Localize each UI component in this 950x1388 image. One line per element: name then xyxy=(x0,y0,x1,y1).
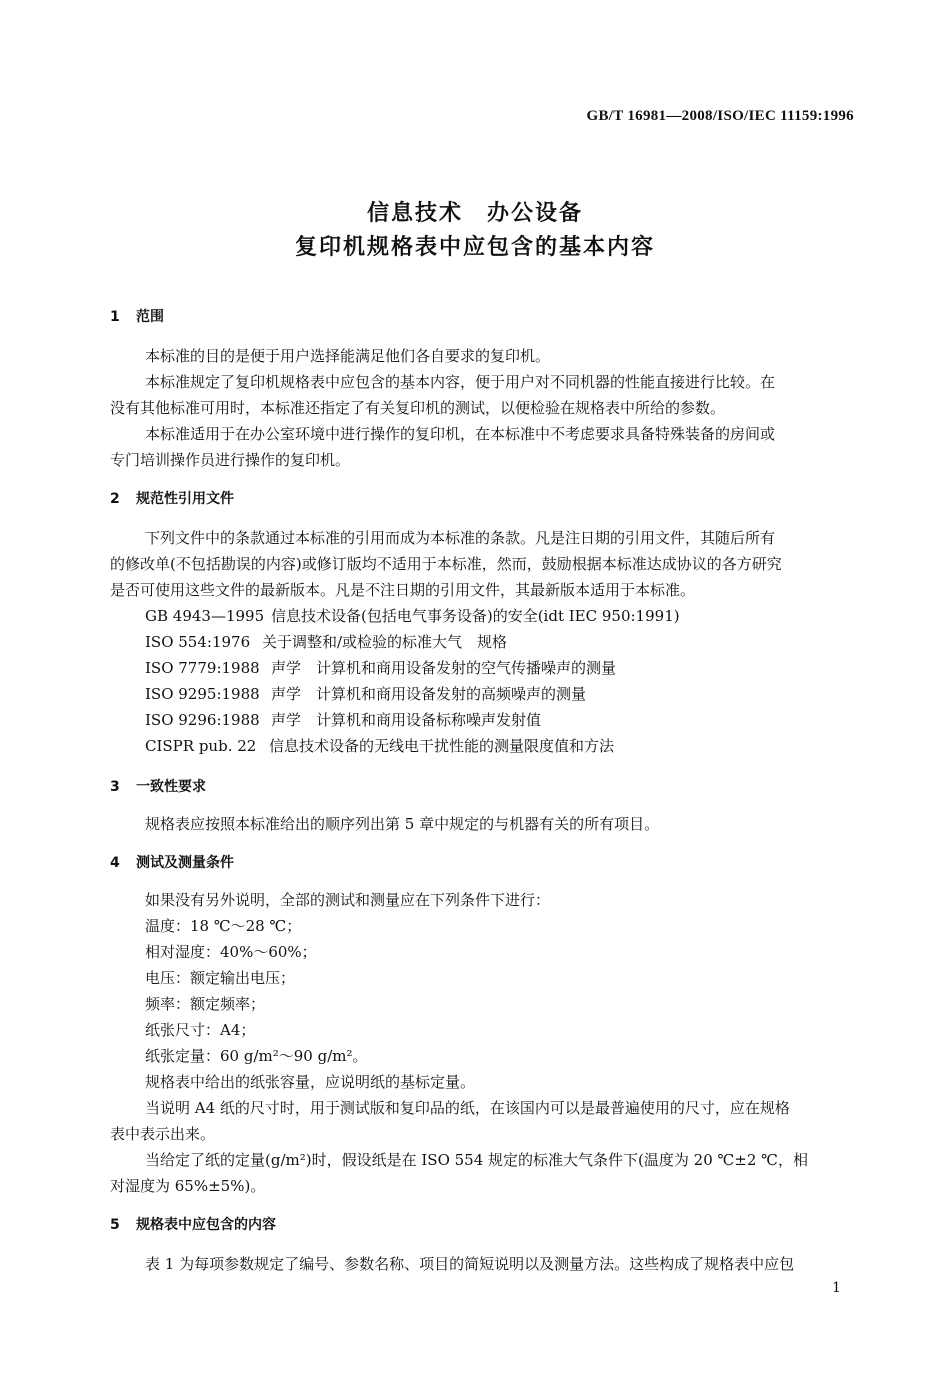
paragraph: 规格表应按照本标准给出的顺序列出第 5 章中规定的与机器有关的所有项目。 xyxy=(145,815,660,833)
reference-code: ISO 9296:1988 xyxy=(145,711,260,729)
reference-code: GB 4943—1995 xyxy=(145,607,265,625)
paragraph: 规格表中给出的纸张容量，应说明纸的基标定量。 xyxy=(145,1073,476,1091)
standard-number: GB/T 16981—2008/ISO/IEC 11159:1996 xyxy=(586,108,854,124)
section-3-heading xyxy=(110,776,206,796)
condition-item: 频率：额定频率； xyxy=(145,995,266,1013)
section-title: 规范性引用文件 xyxy=(136,491,234,507)
reference-code: ISO 7779:1988 xyxy=(145,659,260,677)
document-title-line1: 信息技术 办公设备 xyxy=(366,201,583,226)
section-title: 一致性要求 xyxy=(136,779,206,795)
section-number: 1 xyxy=(110,309,120,325)
section-title: 测试及测量条件 xyxy=(136,855,234,871)
reference-title: 声学 计算机和商用设备标称噪声发射值 xyxy=(271,711,542,729)
reference-title: 声学 计算机和商用设备发射的空气传播噪声的测量 xyxy=(271,659,617,677)
section-title: 规格表中应包含的内容 xyxy=(136,1217,276,1233)
reference-code: CISPR pub. 22 xyxy=(145,737,257,755)
section-number: 4 xyxy=(110,855,120,871)
reference-item xyxy=(145,710,541,730)
paragraph: 的修改单(不包括勘误的内容)或修订版均不适用于本标准，然而，鼓励根据本标准达成协议的各方研究 xyxy=(110,555,782,573)
paragraph: 是否可使用这些文件的最新版本。凡是不注日期的引用文件，其最新版本适用于本标准。 xyxy=(110,581,696,599)
paragraph: 表中表示出来。 xyxy=(110,1125,216,1143)
paragraph: 本标准规定了复印机规格表中应包含的基本内容，便于用户对不同机器的性能直接进行比较。在 xyxy=(145,373,776,391)
section-1-heading xyxy=(110,306,164,326)
section-4-heading xyxy=(110,852,234,872)
section-number: 5 xyxy=(110,1217,120,1233)
section-title: 范围 xyxy=(136,309,164,325)
condition-item: 纸张尺寸：A4； xyxy=(145,1021,256,1039)
paragraph: 对湿度为 65%±5%)。 xyxy=(110,1177,266,1195)
paragraph: 如果没有另外说明，全部的测试和测量应在下列条件下进行： xyxy=(145,891,551,909)
reference-item xyxy=(145,736,614,756)
paragraph: 表 1 为每项参数规定了编号、参数名称、项目的简短说明以及测量方法。这些构成了规格表中应包 xyxy=(145,1255,795,1273)
reference-item xyxy=(145,658,616,678)
paragraph: 没有其他标准可用时，本标准还指定了有关复印机的测试，以便检验在规格表中所给的参数。 xyxy=(110,399,726,417)
paragraph: 本标准适用于在办公室环境中进行操作的复印机，在本标准中不考虑要求具备特殊装备的房间或 xyxy=(145,425,776,443)
paragraph: 当给定了纸的定量(g/m²)时，假设纸是在 ISO 554 规定的标准大气条件下(温度为 20 ℃±2 ℃，相 xyxy=(145,1151,808,1169)
paragraph: 本标准的目的是便于用户选择能满足他们各自要求的复印机。 xyxy=(145,347,551,365)
section-number: 3 xyxy=(110,779,120,795)
reference-title: 关于调整和/或检验的标准大气 规格 xyxy=(262,633,508,651)
section-number: 2 xyxy=(110,491,120,507)
reference-title: 信息技术设备(包括电气事务设备)的安全(idt IEC 950:1991) xyxy=(271,607,680,625)
condition-item: 纸张定量：60 g/m²～90 g/m²。 xyxy=(145,1047,368,1065)
reference-title: 信息技术设备的无线电干扰性能的测量限度值和方法 xyxy=(269,737,615,755)
paragraph: 当说明 A4 纸的尺寸时，用于测试版和复印品的纸，在该国内可以是最普遍使用的尺寸，应在规格 xyxy=(145,1099,790,1117)
reference-item xyxy=(145,684,586,704)
condition-item: 温度：18 ℃～28 ℃； xyxy=(145,917,302,935)
reference-item xyxy=(145,632,507,652)
reference-item xyxy=(145,606,680,626)
condition-item: 相对湿度：40%～60%； xyxy=(145,943,317,961)
document-title-line2: 复印机规格表中应包含的基本内容 xyxy=(294,235,655,260)
section-2-heading xyxy=(110,488,234,508)
paragraph: 专门培训操作员进行操作的复印机。 xyxy=(110,451,351,469)
condition-item: 电压：额定输出电压； xyxy=(145,969,296,987)
reference-title: 声学 计算机和商用设备发射的高频噪声的测量 xyxy=(271,685,587,703)
paragraph: 下列文件中的条款通过本标准的引用而成为本标准的条款。凡是注日期的引用文件，其随后所有 xyxy=(145,529,776,547)
reference-code: ISO 9295:1988 xyxy=(145,685,260,703)
page-number: 1 xyxy=(832,1280,841,1296)
reference-code: ISO 554:1976 xyxy=(145,633,251,651)
section-5-heading xyxy=(110,1214,276,1234)
